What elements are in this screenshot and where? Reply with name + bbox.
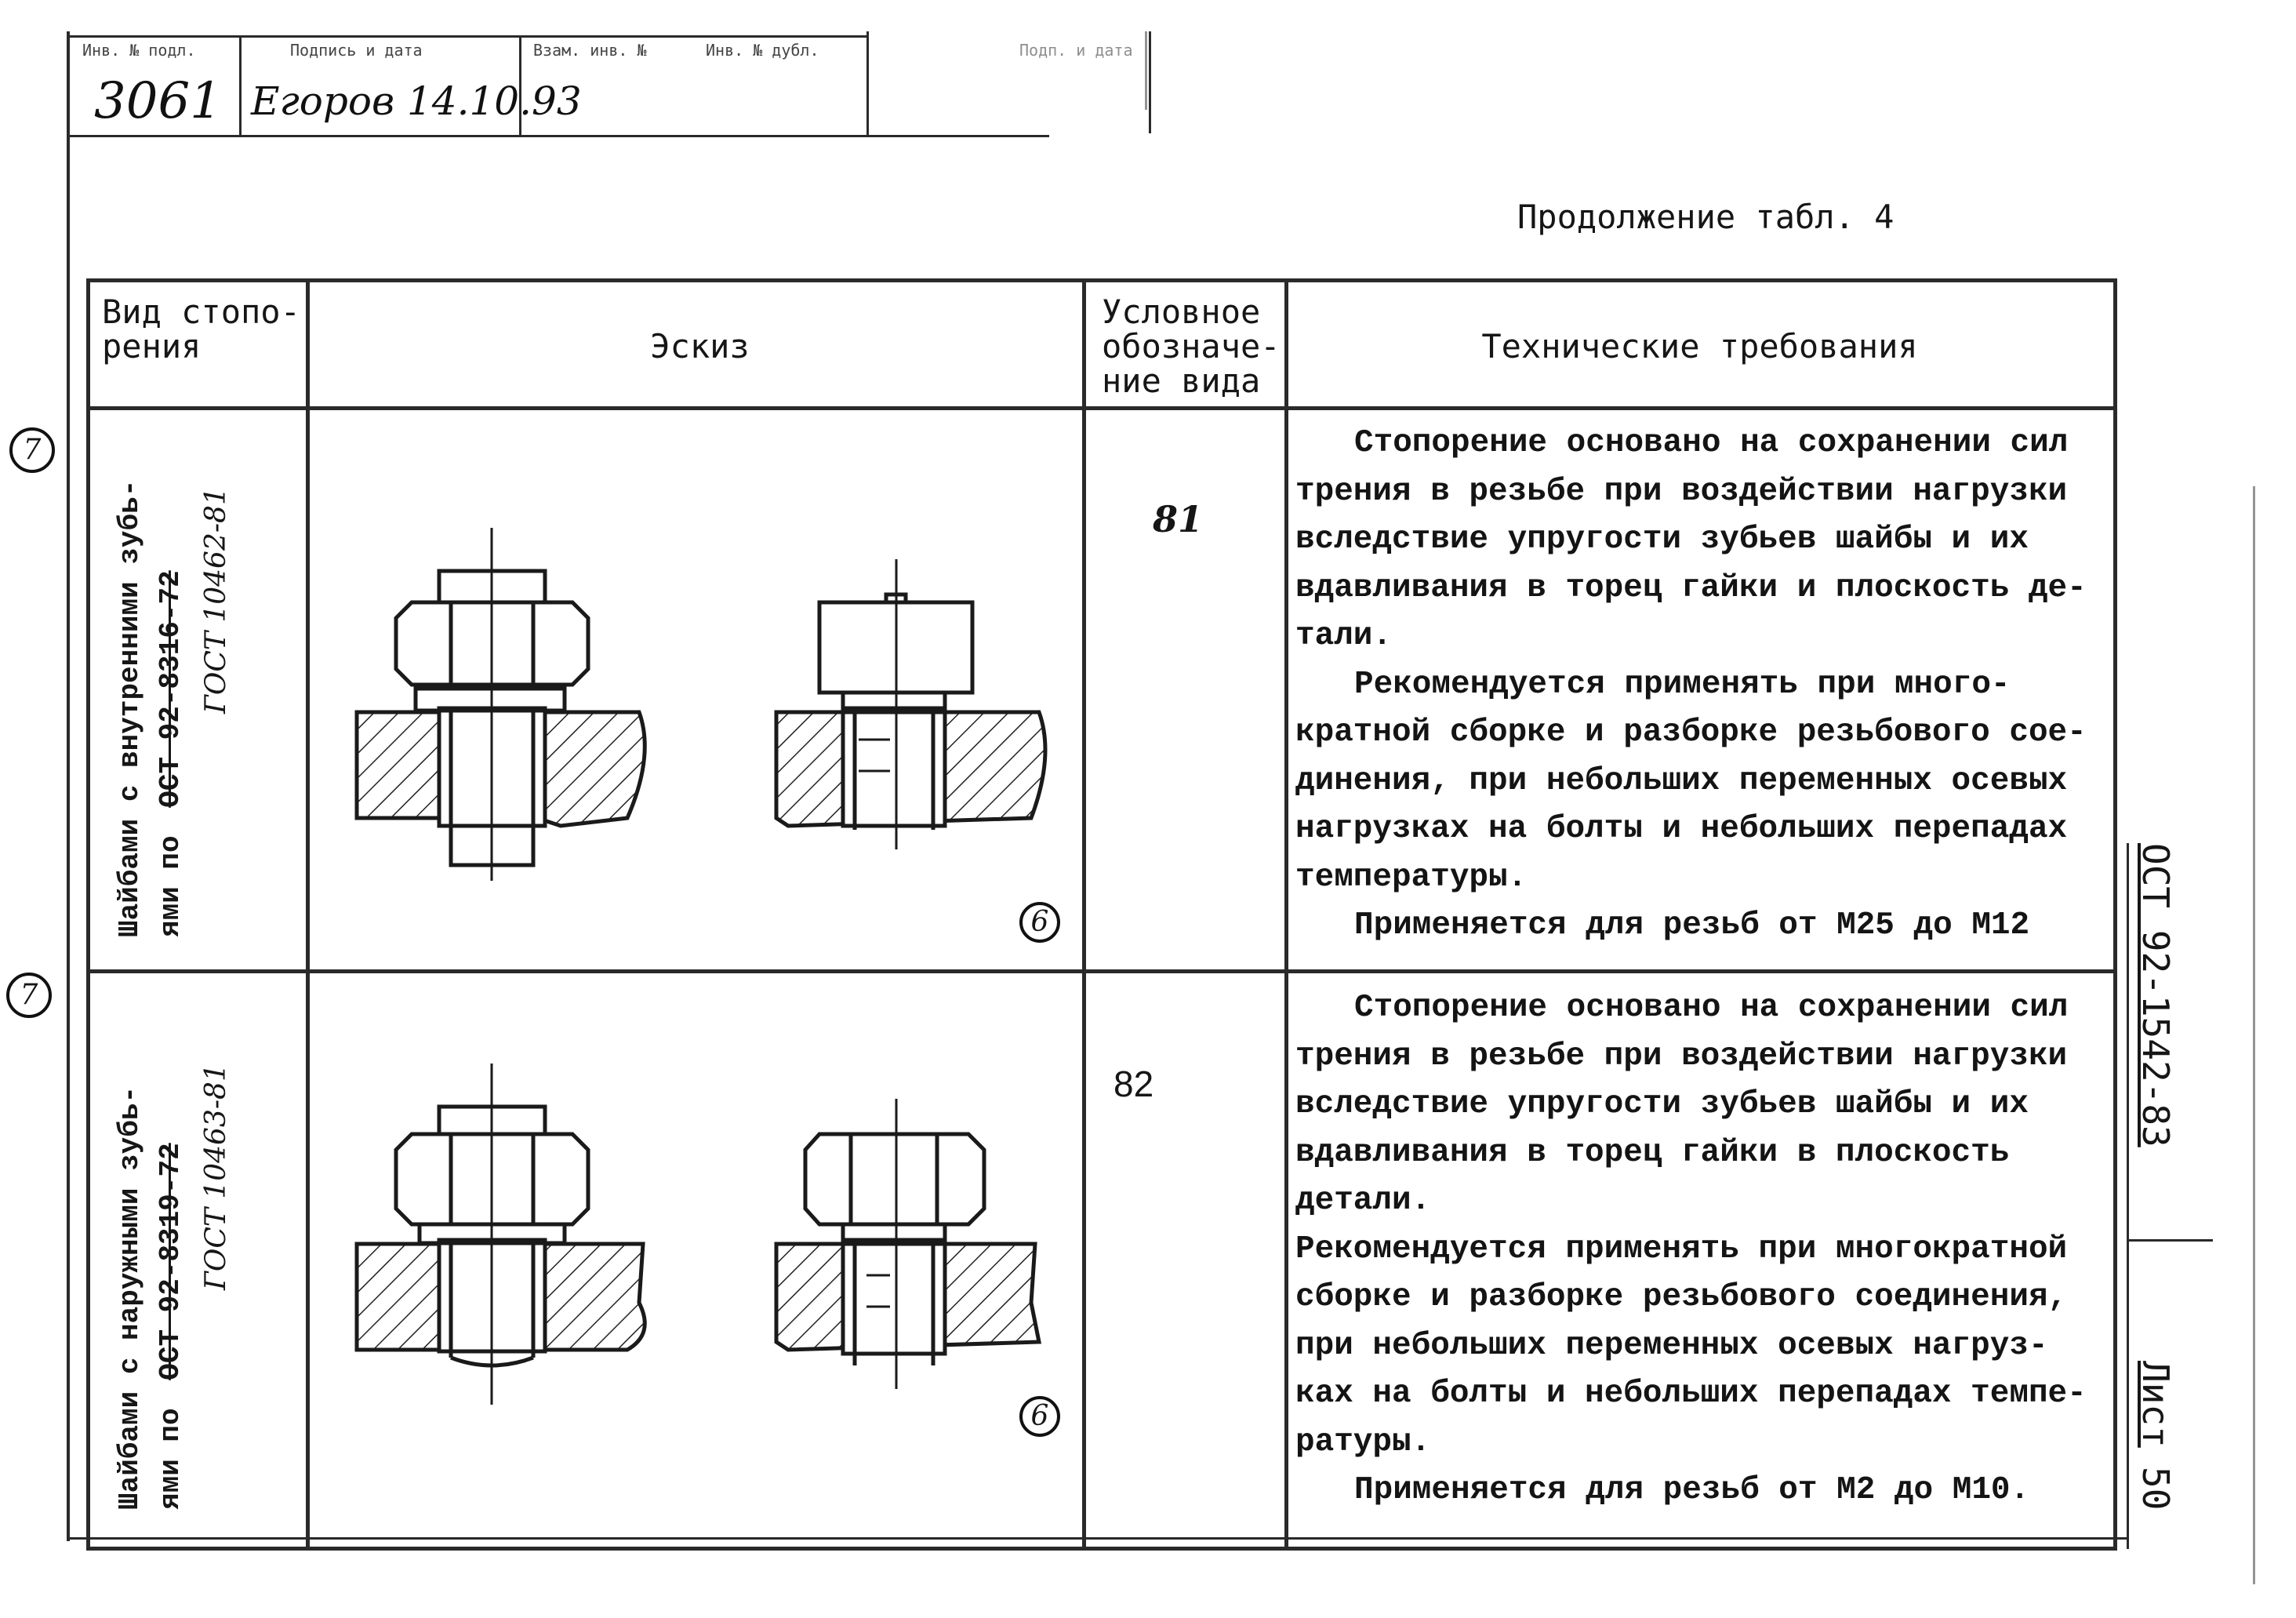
row1-req-line: Применяется для резьб от М25 до М12 [1354,907,2030,944]
row2-requirements [1295,984,2103,1515]
row1-req-line: Стопорение основано на сохранении сил [1354,425,2069,461]
header-code-line1: Условное [1102,293,1261,331]
row1-req-line: температуры. [1295,859,1528,896]
side-doc-number: ОСТ 92-1542-83 [2134,843,2177,1147]
row1-code: 81 [1153,498,1204,540]
row2-req-line: Применяется для резьб от М2 до М10. [1354,1472,2030,1508]
row1-req-line: вдавливания в торец гайки и плоскость де- [1295,569,2087,606]
row1-sketch-left [357,528,645,881]
row2-req-line: вдавливания в торец гайки в плоскость [1295,1134,2010,1171]
margin-mark: 7 [9,427,55,473]
header-type [102,295,302,364]
header-code-line2: обозначе- [1102,327,1281,365]
row2-type-line2-wrap [151,1086,191,1510]
row1-type-struck: ОСТ 92-8316-72 [154,570,187,808]
row2-type-line1: Шайбами с наружными зубь- [114,1085,146,1510]
row2-req-line: сборке и разборке резьбового соединения, [1295,1279,2068,1315]
right-margin-line [2253,486,2255,1584]
side-sheet-label: Лист [2134,1361,2177,1448]
row2-type-struck: ОСТ 92-8319-72 [154,1143,187,1380]
stamp-label-dup: Инв. № дубл. [706,41,819,60]
header-type-line1: Вид стопо- [102,293,300,331]
row1-req-line: вследствие упругости зубьев шайбы и их [1295,522,2029,558]
stamp-label-inv: Инв. № подл. [82,41,196,60]
row2-req-line: при небольших переменных осевых нагруз- [1295,1327,2048,1364]
row1-req-line: динения, при небольших переменных осевых [1295,762,2068,799]
row1-type-line1: Шайбами с внутренними зубь- [114,479,146,937]
row1-type-text [110,480,191,937]
stamp-signature: Егоров 14.10.93 [251,78,582,124]
row1-type-line2-wrap [151,480,191,937]
row2-req-line: ратуры. [1295,1423,1431,1460]
row2-type-line2: ями по [154,1408,187,1510]
row1-sketch-right [776,559,1045,849]
row1-req-line: Рекомендуется применять при много- [1354,666,2011,703]
row2-type-hand: ГОСТ 10463-81 [200,1064,232,1290]
left-margin-line [67,31,70,1541]
row2-req-line: вследствие упругости зубьев шайбы и их [1295,1086,2029,1122]
row1-sketch [310,410,1082,969]
row2-req-line: Стопорение основано на сохранении сил [1354,990,2069,1026]
row2-sketch-right [776,1099,1039,1389]
header-requirements: Технические требования [1481,327,1918,365]
row2-req-line: Рекомендуется применять при многократной [1295,1231,2068,1267]
row1-req-line: нагрузках на болты и небольших перепадах [1295,811,2068,847]
row2-req-line: трения в резьбе при воздействии нагрузки [1295,1038,2068,1074]
row2-req-line: детали. [1295,1183,1431,1219]
row1-req-line: тали. [1295,618,1393,654]
row1-circle-mark: 6 [1019,902,1060,943]
header-code [1102,295,1290,398]
row2-code: 82 [1113,1064,1154,1104]
row1-type-hand: ГОСТ 10462-81 [200,487,232,714]
header-sketch: Эскиз [650,327,750,365]
side-sheet-number: 50 [2134,1467,2177,1511]
row2-type-text [110,1086,191,1510]
margin-mark: 7 [6,973,52,1018]
row2-circle-mark: 6 [1019,1396,1060,1437]
row2-sketch [310,973,1082,1547]
row1-requirements [1295,420,2103,951]
row2-req-line: ках на болты и небольших перепадах темпе- [1295,1376,2087,1412]
row1-req-line: кратной сборке и разборке резьбового сое- [1295,714,2087,751]
row1-req-line: трения в резьбе при воздействии нагрузки [1295,473,2068,510]
stamp-label-signature: Подпись и дата [290,41,423,60]
header-code-line3: ние вида [1102,362,1261,400]
row1-type-line2: ями по [154,835,187,937]
header-type-line2: рения [102,327,202,365]
stamp-inv-number: 3061 [94,72,222,130]
stamp-label-replace: Взам. инв. № [533,41,647,60]
continuation-label: Продолжение табл. 4 [1517,198,1895,236]
stamp-label-date: Подп. и дата [1019,41,1133,60]
row2-sketch-left [357,1064,645,1405]
